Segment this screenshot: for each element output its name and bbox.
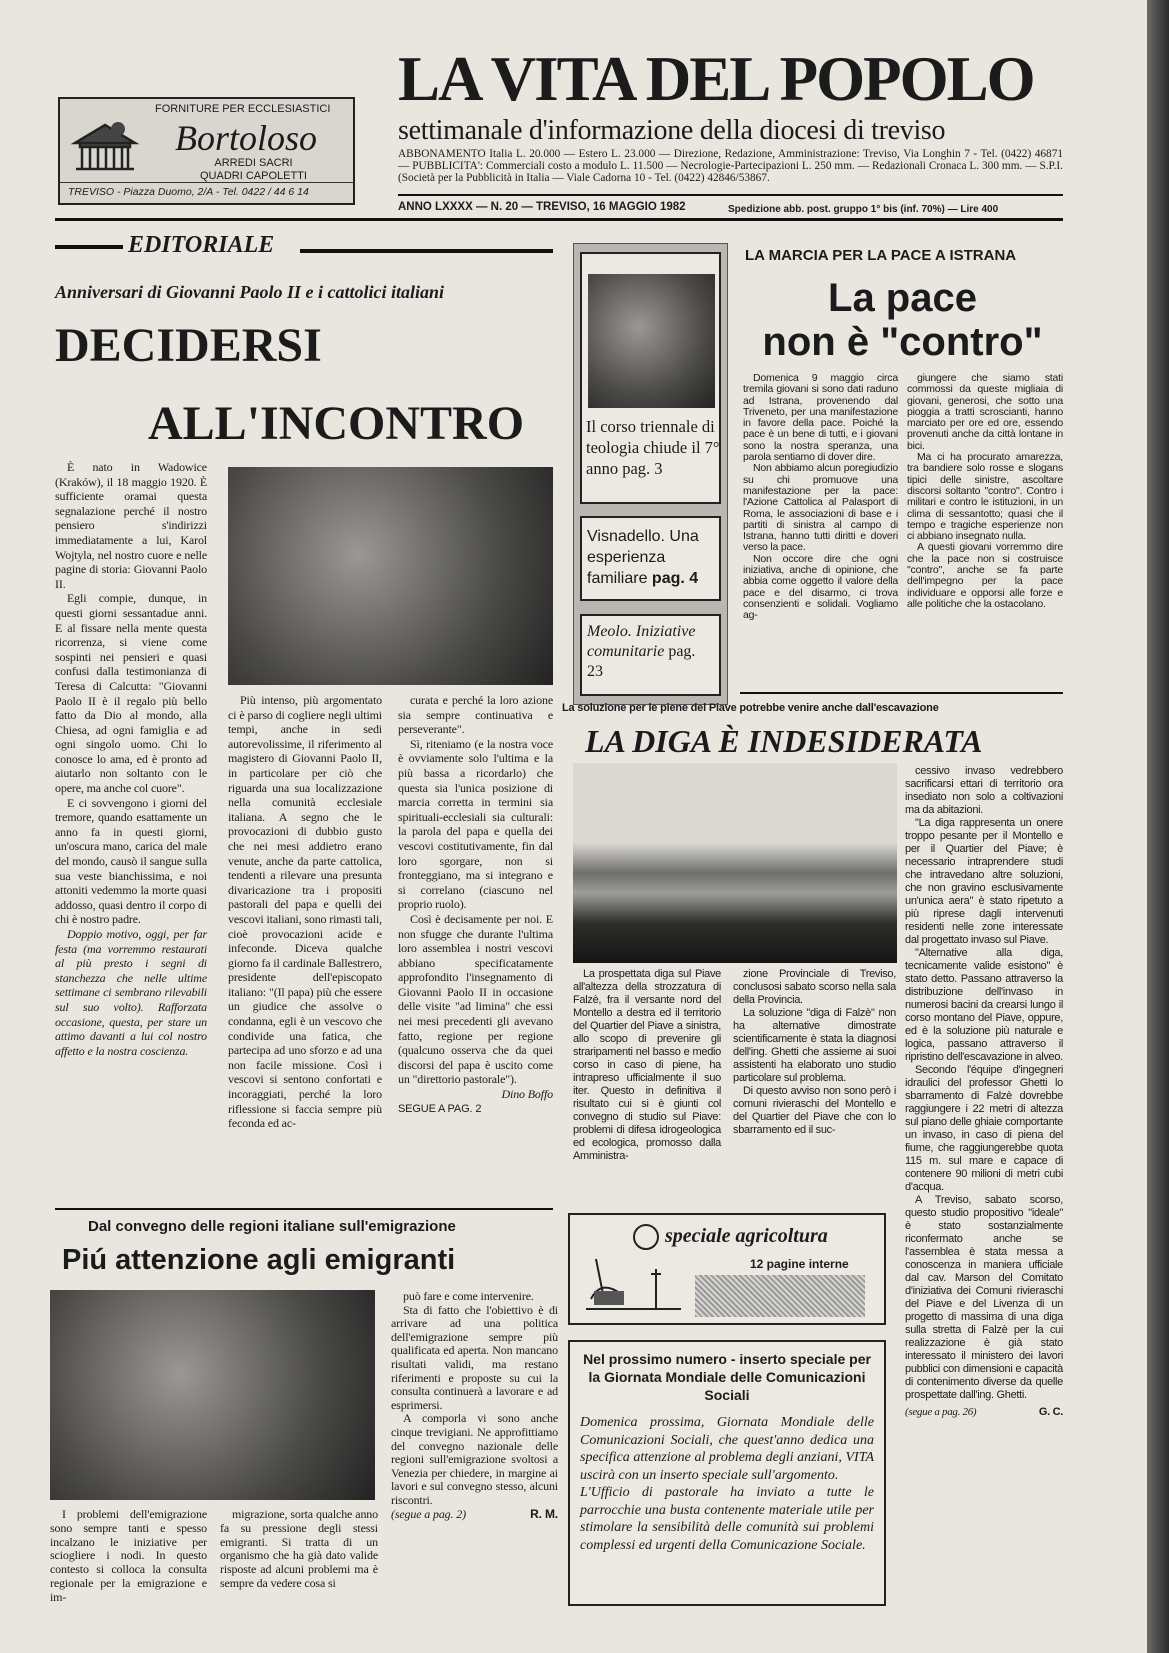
editorial-column-2: [228, 693, 382, 1131]
pope-photo: [228, 467, 553, 685]
divider: [55, 245, 123, 249]
agricoltura-pages: 12 pagine interne: [750, 1257, 849, 1271]
ad-address: TREVISO - Piazza Duomo, 2/A - Tel. 0422 / 44 6 14: [60, 182, 353, 201]
editorial-column-1: [55, 460, 207, 1058]
church-icon: [70, 113, 140, 173]
newspaper-subtitle: settimanale d'informazione della diocesi di treviso: [398, 115, 946, 146]
editorial-title-line2: ALL'INCONTRO: [148, 397, 525, 450]
paragraph: È nato in Wadowice (Kraków), il 18 maggio 1920. È sufficiente oramai questa segnalazione perché il nostro pensiero s'indirizzi immediatamente a lui, Karol Wojtyla, nel nostro cuore e nelle pagine di storia: Giovanni Paolo II.: [55, 460, 207, 591]
author: R. M.: [530, 1506, 558, 1521]
postage-line: Spedizione abb. post. gruppo 1° bis (inf. 70%) — Lire 400: [728, 204, 999, 215]
editorial-title-line1: DECIDERSI: [55, 319, 322, 372]
prossimo-title: Nel prossimo numero - inserto speciale per la Giornata Mondiale delle Comunicazioni Sociali: [583, 1351, 871, 1403]
paragraph: Doppio motivo, oggi, per far festa (ma vorremmo restaurati al più presto i segni di stanchezza che nelle ultime settimane ci sembrano rilevabili sul suo volto). Rafforzata occasione, questa, per stare un attimo davanti a lui col nostro affetto e la nostra coscienza.: [55, 927, 207, 1058]
pace-column-1: Domenica 9 maggio circa tremila giovani si sono dati raduno ad Istrana, provenendo dal Triveneto, per una manifestazione in favore della pace. Poiché la pace è un bene di tutti, e i giovani sono la nostra speranza, una parola sentiamo di dover dire. Non abbiamo alcun poregiudizio su chi promuove una manifestazione per la pace: l'Azione Cattolica al Palasport di Roma, le associazioni di base e i partiti di sinistra al campo di Istrana, hanno tutti diritti e doveri verso la pace. Non occore dire che ogni iniziativa, anche di opinione, che abbia come oggetto il valore della pace e del disarmo, ci trova consenzienti e solidali. Vogliamo ag-: [743, 372, 898, 622]
editorial-kicker: Anniversari di Giovanni Paolo II e i cattolici italiani: [55, 282, 445, 302]
divider: [300, 249, 553, 253]
agricoltura-title: speciale agricoltura: [665, 1225, 828, 1247]
bridge-photo: [573, 763, 897, 963]
emigranti-column-1: I problemi dell'emigrazione sono sempre tanti e spesso incalzano le iniziative per sciogliere i nodi. In questo contesto si colloca la consulta regionale per la emigrazione e im-: [50, 1507, 207, 1604]
emigranti-kicker: Dal convegno delle regioni italiane sull'emigrazione: [88, 1218, 456, 1235]
diga-column-3: cessivo invaso vedrebbero sacrificarsi ettari di territorio ora insediato non solo a coltivazioni ma da abitazioni. "La diga rappresenta un onere troppo pesante per il Montello e per il Quartier del Piave; è necessario intraprendere studi che intravedano altre soluzioni, che non gravino esclusivamente un'unica aera" è stato ripetuto a più riprese dagli intervenuti residenti nelle zone interessate dal progettato invaso sul Piave. "Alternative alla diga, tecnicamente valide esistono" è stato detto. Passano attraverso la distribuzione dell'invaso in numerosi bacini da crearsi lungo il corso montano del Piave, oppure, ed è la soluzione più naturale e logica, passano attraverso il ripristino dell'escavazione in alveo. Secondo l'équipe d'ingegneri idraulici del professor Ghetti lo sbarramento di Falzè dovrebbe raggiungere i 22 metri di altezza sul piano delle ghiaie comportante un invaso, in caso di piena del fiume, che raggiungerebbe quota 115 m. sul mare e capace di contenere 90 milioni di metri cubi d'acqua. A Treviso, sabato scorso, questo studio propositivo "ideale" è stato sostanzialmente riconfermato anche se l'assemblea è stata messa a conoscenza in maniera ufficiale dal cav. Marson del Comitato d'iniziativa dei Comuni rivieraschi del Piave e del Livenza di un progetto di massima di una diga sulla stretta di Falzè per la cui realizzazione è già stato interessato il ministero dei lavori pubblici con dimensioni e capacità di contenimento diverse da quelle prospettate dall'ing. Ghetti. (segue a pag. 26) G. C.: [905, 765, 1063, 1418]
ad-line3: QUADRI CAPOLETTI: [200, 170, 307, 182]
paragraph: Sì, riteniamo (e la nostra voce è ovviamente solo l'ultima e la più bassa a ricordarlo) che questa sia l'unica posizione di marcia corretta in termini sia spirituali-ecclesiali sia culturali: la parola del papa e quella dei vescovi costitutivamente, fin dal loro sgorgare, non si fronteggiano, ma si integrano e si correlano (ciascuno nel proprio ruolo).: [398, 736, 553, 912]
prossimo-body: Domenica prossima, Giornata Mondiale delle Comunicazioni Sociali, che quest'anno dedica una specifica attenzione al problema degli anziani, VITA uscirà con un inserto speciale sull'argomento. L'Ufficio di pastorale ha inviato a tutte le parrocchie una busta contenente materiale utile per stimolare la sensibilità delle comunità sui problemi complessi ed urgenti della Comunicazione Sociale.: [580, 1415, 874, 1553]
sidebar-item-theology[interactable]: Il corso triennale di teologia chiude il 7° anno pag. 3: [586, 417, 720, 478]
sidebar-item-meolo[interactable]: Meolo. Iniziative comunitarie: [587, 623, 696, 660]
paragraph: Egli compie, dunque, in questi giorni sessantadue anni. E al fissare nella mente questa ricorrenza, si viene come sospinti nei pensieri e quasi confusi dalla testimonianza di Teresa di Calcutta: "Giovanni Paolo II è il regalo più bello fatto da Dio al mondo, alla Chiesa, ad ogni famiglia e ad ogni singolo uomo. Chi lo conosce lo ama, ed è pronto ad aiutarlo non soltanto con le opere, ma anche col cuore".: [55, 591, 207, 796]
diga-column-2: zione Provinciale di Treviso, conclusosi sabato scorso nella sala della Provincia. La soluzione "diga di Falzè" non ha alternative dimostrate scientificamente è stata la diagnosi dell'ing. Ghetti che assieme ai suoi assistenti ha elaborato uno studio particolare sul problema. Di questo avviso non sono però i comuni rivieraschi del Montello e del Quartier del Piave che con lo sbarramento ed il suc-: [733, 968, 896, 1136]
divider: [55, 1208, 553, 1210]
paragraph: curata e perché la loro azione sia sempre continuativa e perseverante".: [398, 693, 553, 737]
ad-line1: FORNITURE PER ECCLESIASTICI: [155, 103, 331, 115]
miners-photo: [50, 1290, 375, 1500]
pace-column-2: giungere che siamo stati commossi da queste migliaia di giovani, generosi, che sotto una pioggia a tratti scroscianti, hanno marciato per ore ed ore, essendo provenuti anche da città lontane in bici. Ma ci ha procurato amarezza, tra bandiere solo rosse e slogans tipici delle sinistre, ascoltare discorsi soltanto "contro". Contro i militari e contro le istituzioni, in un clima di sessantotto; quasi che il tempo e tragiche esperienze non ci abbiano insegnato nulla. A questi giovani vorremmo dire che la pace non si costruisce "contro", anche se fa parte dell'impegno per la pace individuare e opporsi alle forze e alle politiche che la ostacolano.: [907, 372, 1063, 610]
section-editoriale: EDITORIALE: [128, 232, 275, 258]
continued-link[interactable]: (segue a pag. 2): [391, 1506, 466, 1521]
editorial-column-3: [398, 693, 553, 1116]
page-ref: pag. 23: [587, 643, 696, 680]
continued-link[interactable]: (segue a pag. 26): [905, 1406, 977, 1418]
theology-photo: [588, 274, 715, 408]
sidebar-index: [573, 243, 728, 705]
pace-kicker: LA MARCIA PER LA PACE A ISTRANA: [745, 247, 1017, 264]
paragraph: E ci sovvengono i giorni del tremore, quando esattamente un anno fa in questi giorni, un'oscura mano, carica del male del mondo, causò il sangue sulla sua veste bianchissima, e noi attoniti vedemmo la morte quasi addosso, quasi dentro il corpo di chi è nostro padre.: [55, 795, 207, 927]
continued-link[interactable]: SEGUE A PAG. 2: [398, 1102, 482, 1115]
divider: [398, 194, 1063, 196]
page-ref: pag. 4: [651, 570, 699, 587]
emigranti-title: Piú attenzione agli emigranti: [62, 1244, 456, 1276]
ad-line2: ARREDI SACRI: [214, 157, 293, 169]
bortoloso-advertisement: [58, 97, 355, 205]
diga-column-1: La prospettata diga sul Piave all'altezza della strozzatura di Falzè, fra il versante nord del Montello a destra ed il territorio del Quartier del Piave a sinistra, allo scopo di prevenire gli straripamenti nel basso e medio corso in caso di piene, ha intrapreso ufficialmente il suo iter. Questo in definitiva il risultato cui si è giunti col convegno di studio sul Piave: problemi di difesa idrogeologica ed ecologica, promosso dalla Amministra-: [573, 968, 721, 1162]
halftone-field: [695, 1275, 865, 1317]
author: G. C.: [1038, 1406, 1063, 1418]
speciale-agricoltura-box[interactable]: [568, 1213, 886, 1325]
prossimo-numero-box: [568, 1340, 886, 1606]
subscription-info: ABBONAMENTO Italia L. 20.000 — Estero L. 23.000 — Direzione, Redazione, Amministrazione: Treviso, Via Longhin 7 - Tel. (0422) 46871 — PUBBLICITA': Commerciali costo a modulo L. 11.500 — Necrologie-Partecipazioni L. 250 mm. — Redazionali Cronaca L. 300 mm. — S.P.I. (Società per la Pubblicità in Italia — Viale Cadorna 10 - Tel. (0422) 42846/53867.: [398, 148, 1063, 184]
diga-kicker: La soluzione per le piene del Piave potrebbe venire anche dall'escavazione: [562, 702, 939, 714]
paragraph: Più intenso, più argomentato ci è parso di cogliere negli ultimi tempi, anche in sedi autorevolissime, il riferimento al magistero di Giovanni Paolo II, in particolare per ciò che riguarda una sua localizzazione nella comunità ecclesiale italiana. A segno che le provocazioni di dubbio gusto che nei mesi addietro erano venute, anche da parte cattolica, tendenti a rilevare una presunta divaricazione tra i propositi pastorali del papa e quelli dei vescovi italiani, sono rimasti tali, cioè provocazioni acide e infeconde. Diceva qualche giorno fa il cardinale Ballestrero, presidente dell'episcopato italiano: "(Il papa) più che essere un giudice che assolve o condanna, egli è un vescovo che condivide una fatica, che partecipa ad uno sforzo e ad una non facile missione. Così i vescovi si sentono confortati e incoraggiati, perché la loro riflessione si faccia sempre più feconda ed ac-: [228, 693, 382, 1131]
paragraph: Così è decisamente per noi. E non sfugge che durante l'ultima loro assemblea i nostri vescovi abbiano specificatamente approfondito l'insegnamento di Giovanni Paolo II in occasione delle visite "ad limina" che essi nei mesi precedenti gli avevano fatto, regione per regione (qualcuno osserva che da quei discorsi del papa è uscito come un "direttorio pastorale").: [398, 911, 553, 1087]
newspaper-title: LA VITA DEL POPOLO: [398, 44, 1034, 114]
divider: [740, 692, 1063, 694]
pace-title: La pace non è "contro": [762, 276, 1043, 364]
author: Dino Boffo: [501, 1087, 553, 1102]
emigranti-column-2: migrazione, sorta qualche anno fa su pressione degli stessi emigranti. Si tratta di un organismo che ha già dato valide risposte ad alcuni problemi ma è sempre da vedere cosa si: [220, 1507, 378, 1590]
ad-brand: Bortoloso: [175, 118, 318, 158]
sidebar-item-visnadello[interactable]: Visnadello. Una esperienza familiare: [587, 528, 699, 587]
issue-line: ANNO LXXXX — N. 20 — TREVISO, 16 MAGGIO 1982: [398, 201, 686, 213]
page-binding-edge: [1147, 0, 1169, 1653]
divider: [55, 218, 1063, 221]
diga-title: LA DIGA È INDESIDERATA: [585, 723, 983, 759]
emigranti-column-3: può fare e come intervenire. Sta di fatto che l'obiettivo è di arrivare ad una politica dell'emigrazione sempre più qualificata ed aperta. Non mancano risultati validi, ma restano riferimenti e proposte su cui la consulta continuerà a lavorare e ad esprimersi. A comporla vi sono anche cinque trevigiani. Ne approfittiamo del convegno nazionale delle regioni sull'emigrazione svoltosi a Venezia per chiedere, in margine ai lavori e sul convegno stesso, alcuni riscontri. (segue a pag. 2) R. M.: [391, 1289, 558, 1521]
